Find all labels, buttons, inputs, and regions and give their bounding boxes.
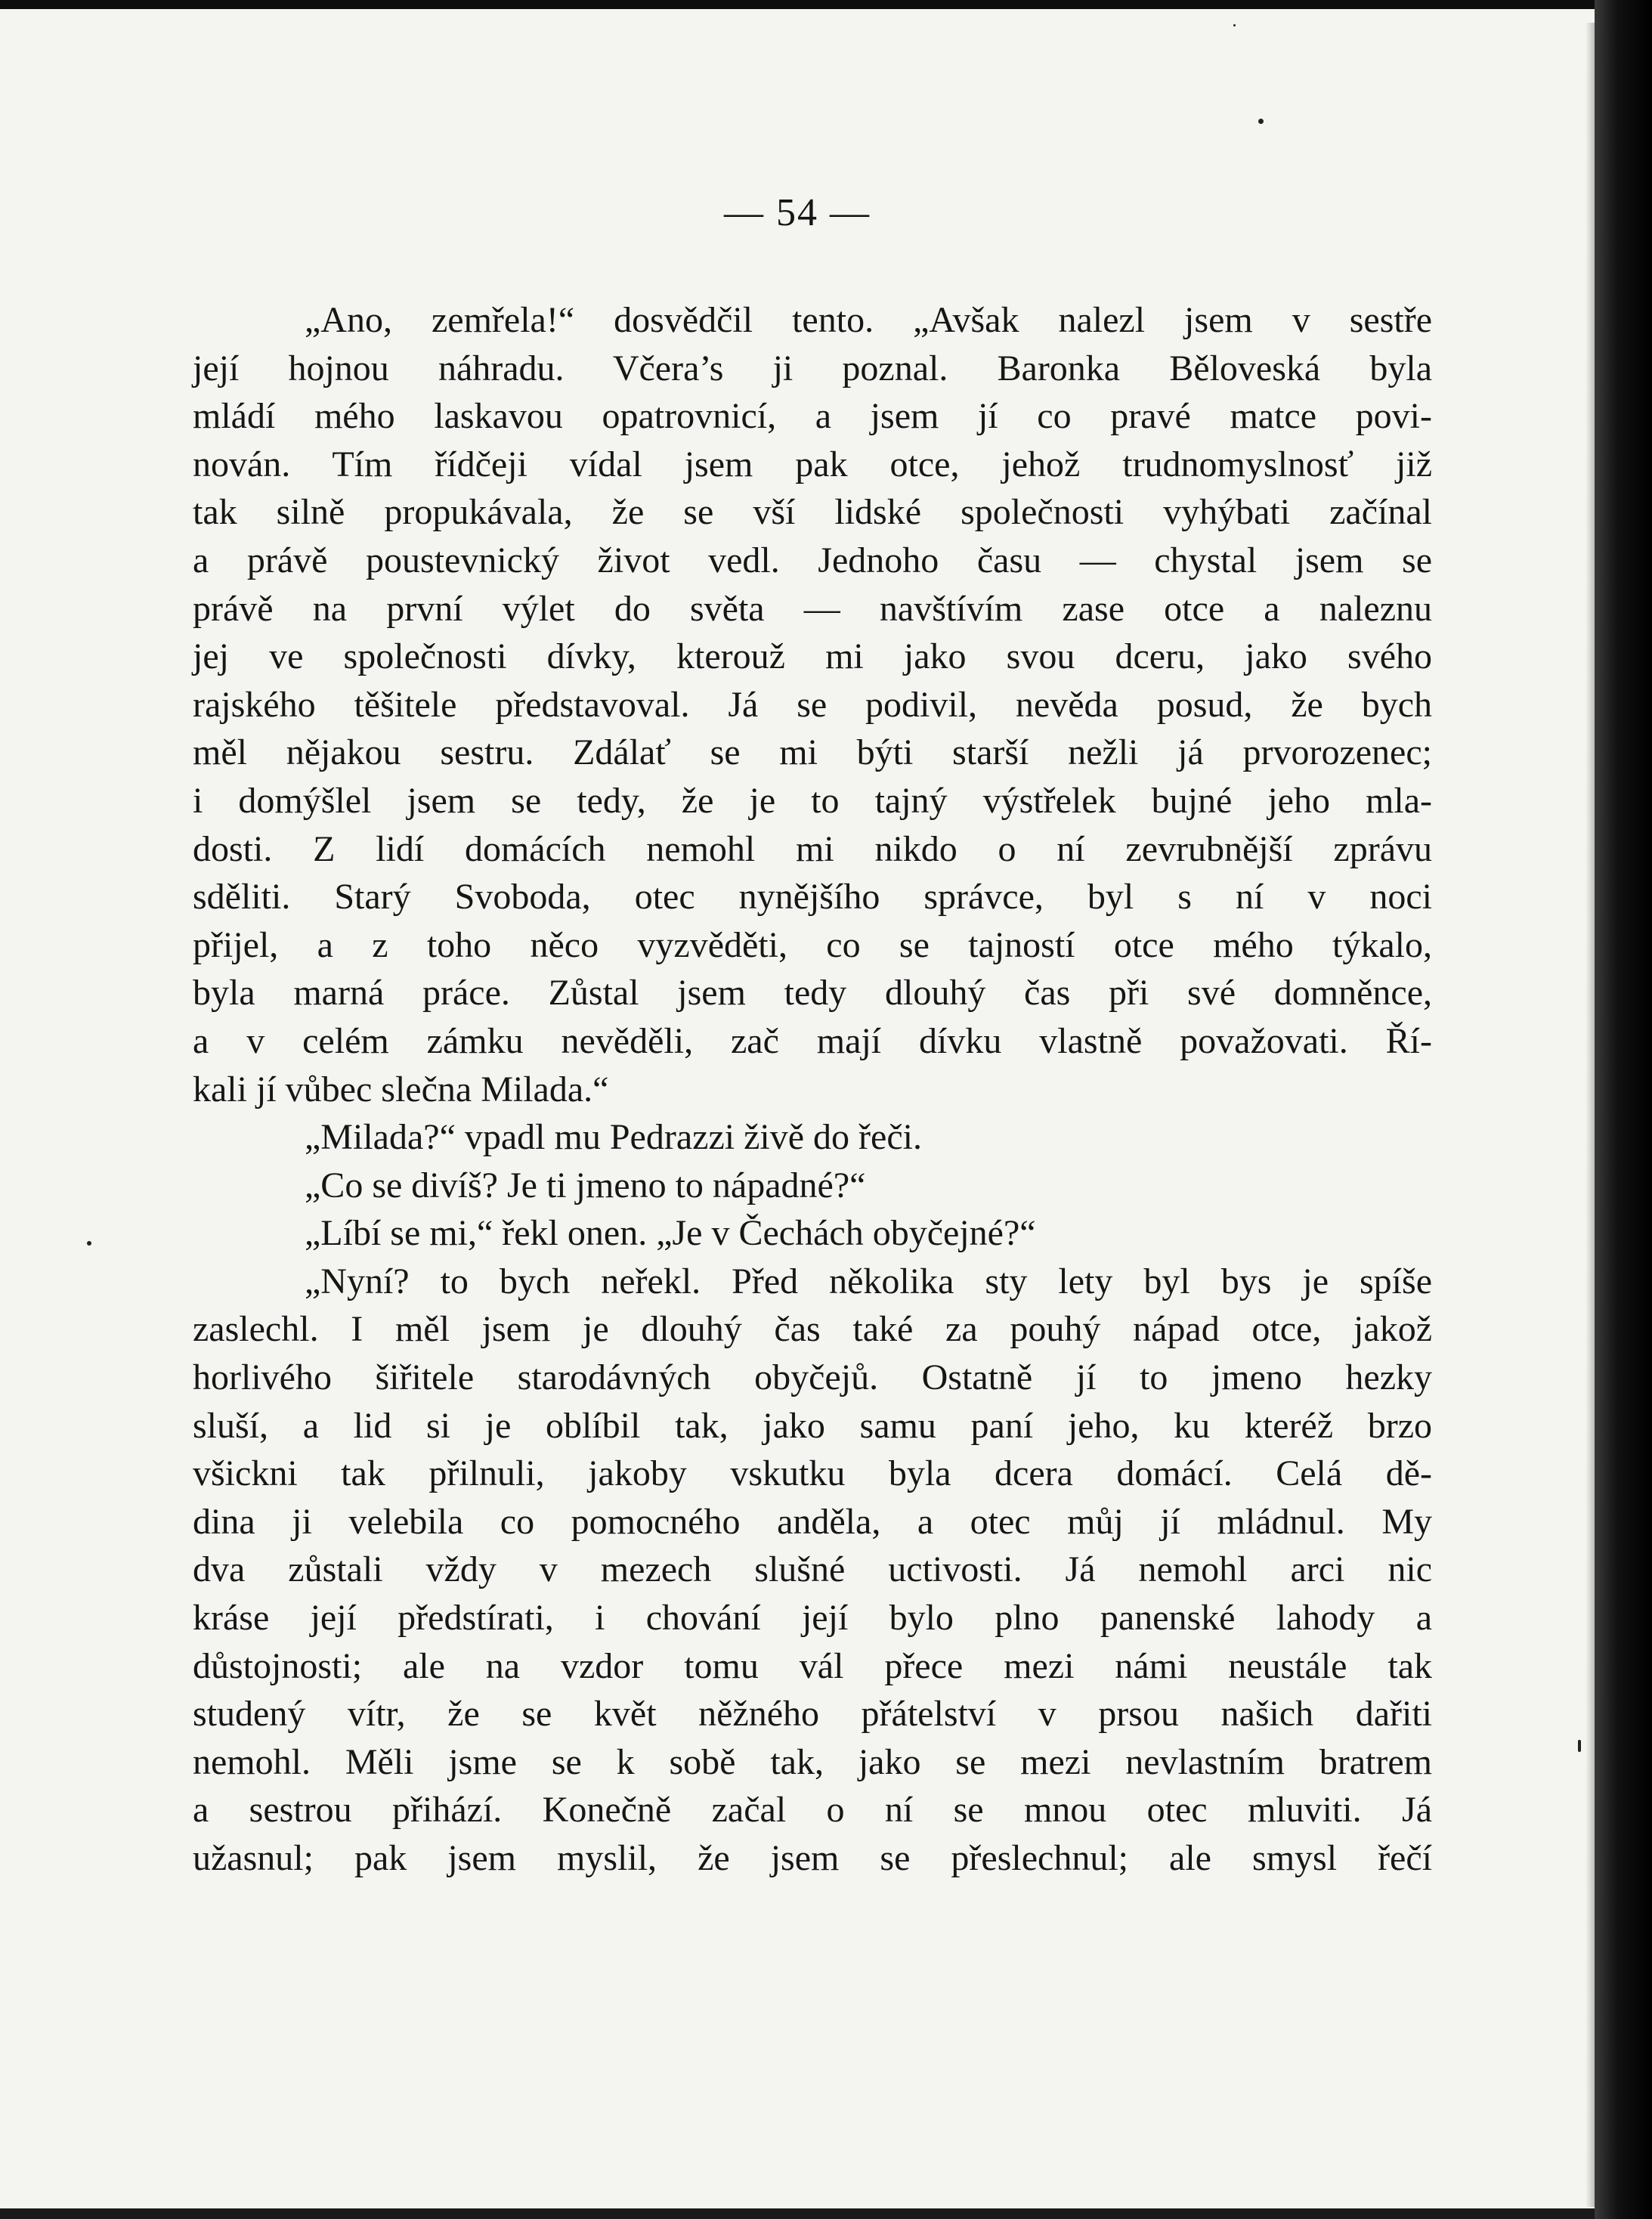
page-number: — 54 — xyxy=(724,191,871,234)
text-line: „Co se divíš? Je ti jmeno to nápadné?“ xyxy=(305,1165,866,1205)
text-line: a v celém zámku nevěděli, zač mají dívku vlastně považovati. Ří- xyxy=(193,1020,1432,1061)
book-page xyxy=(0,9,1595,2208)
text-line: přijel, a z toho něco vyzvěděti, co se tajností otce mého týkalo, xyxy=(193,924,1432,965)
body-text xyxy=(193,296,1432,1883)
text-line: užasnul; pak jsem myslil, že jsem se přeslechnul; ale smysl řečí xyxy=(193,1838,1432,1878)
text-line: její hojnou náhradu. Včera’s ji poznal. Baronka Běloveská byla xyxy=(193,348,1432,388)
print-speck xyxy=(1233,24,1236,26)
text-line: „Milada?“ vpadl mu Pedrazzi živě do řeči. xyxy=(305,1117,922,1158)
text-line: „Líbí se mi,“ řekl onen. „Je v Čechách obyčejné?“ xyxy=(305,1213,1036,1254)
text-line: studený vítr, že se květ něžného přátelství v prsou našich dařiti xyxy=(193,1694,1432,1735)
text-line: tak silně propukávala, že se vší lidské společnosti vyhýbati začínal xyxy=(193,492,1432,533)
text-line: dva zůstali vždy v mezech slušné uctivosti. Já nemohl arci nic xyxy=(193,1549,1432,1590)
text-line: sluší, a lid si je oblíbil tak, jako samu paní jeho, ku kteréž brzo xyxy=(193,1405,1432,1446)
text-line: všickni tak přilnuli, jakoby vskutku byla dcera domácí. Celá dě- xyxy=(193,1453,1432,1494)
scan-top-border xyxy=(0,0,1652,9)
print-speck xyxy=(87,1241,91,1246)
text-line: nován. Tím řídčeji vídal jsem pak otce, jehož trudnomyslnosť již xyxy=(193,444,1432,484)
text-line: mládí mého laskavou opatrovnicí, a jsem jí co pravé matce povi- xyxy=(193,396,1432,437)
text-line: dina ji velebila co pomocného anděla, a otec můj jí mládnul. My xyxy=(193,1501,1432,1542)
text-line: nemohl. Měli jsme se k sobě tak, jako se mezi nevlastním bratrem xyxy=(193,1741,1432,1782)
text-line: „Nyní? to bych neřekl. Před několika sty lety byl bys je spíše xyxy=(305,1261,1432,1301)
text-line: a sestrou přihází. Konečně začal o ní se mnou otec mluviti. Já xyxy=(193,1790,1432,1831)
text-line: rajského těšitele představoval. Já se podivil, nevěda posud, že bych xyxy=(193,684,1432,725)
text-line: a právě poustevnický život vedl. Jednoho času — chystal jsem se xyxy=(193,540,1432,580)
text-line: kráse její předstírati, i chování její bylo plno panenské lahody a xyxy=(193,1598,1432,1639)
text-line: právě na první výlet do světa — navštívím zase otce a naleznu xyxy=(193,588,1432,629)
scan-right-border xyxy=(1595,0,1652,2219)
print-speck xyxy=(1258,119,1264,124)
text-line: zaslechl. I měl jsem je dlouhý čas také za pouhý nápad otce, jakož xyxy=(193,1309,1432,1350)
text-line: měl nějakou sestru. Zdálať se mi býti starší nežli já prvorozenec; xyxy=(193,732,1432,773)
text-line: kali jí vůbec slečna Milada.“ xyxy=(193,1069,609,1110)
text-line: byla marná práce. Zůstal jsem tedy dlouhý čas při své domněnce, xyxy=(193,973,1432,1014)
text-line: dosti. Z lidí domácích nemohl mi nikdo o ní zevrubnější zprávu xyxy=(193,828,1432,869)
print-speck xyxy=(1578,1740,1581,1752)
text-line: horlivého šiřitele starodávných obyčejů. Ostatně jí to jmeno hezky xyxy=(193,1357,1432,1398)
text-line: důstojnosti; ale na vzdor tomu vál přece mezi námi neustále tak xyxy=(193,1645,1432,1686)
text-line: „Ano, zemřela!“ dosvědčil tento. „Avšak nalezl jsem v sestře xyxy=(305,300,1432,340)
text-line: i domýšlel jsem se tedy, že je to tajný výstřelek bujné jeho mla- xyxy=(193,780,1432,821)
text-line: sděliti. Starý Svoboda, otec nynějšího správce, byl s ní v noci xyxy=(193,877,1432,918)
text-line: jej ve společnosti dívky, kterouž mi jako svou dceru, jako svého xyxy=(193,636,1432,677)
